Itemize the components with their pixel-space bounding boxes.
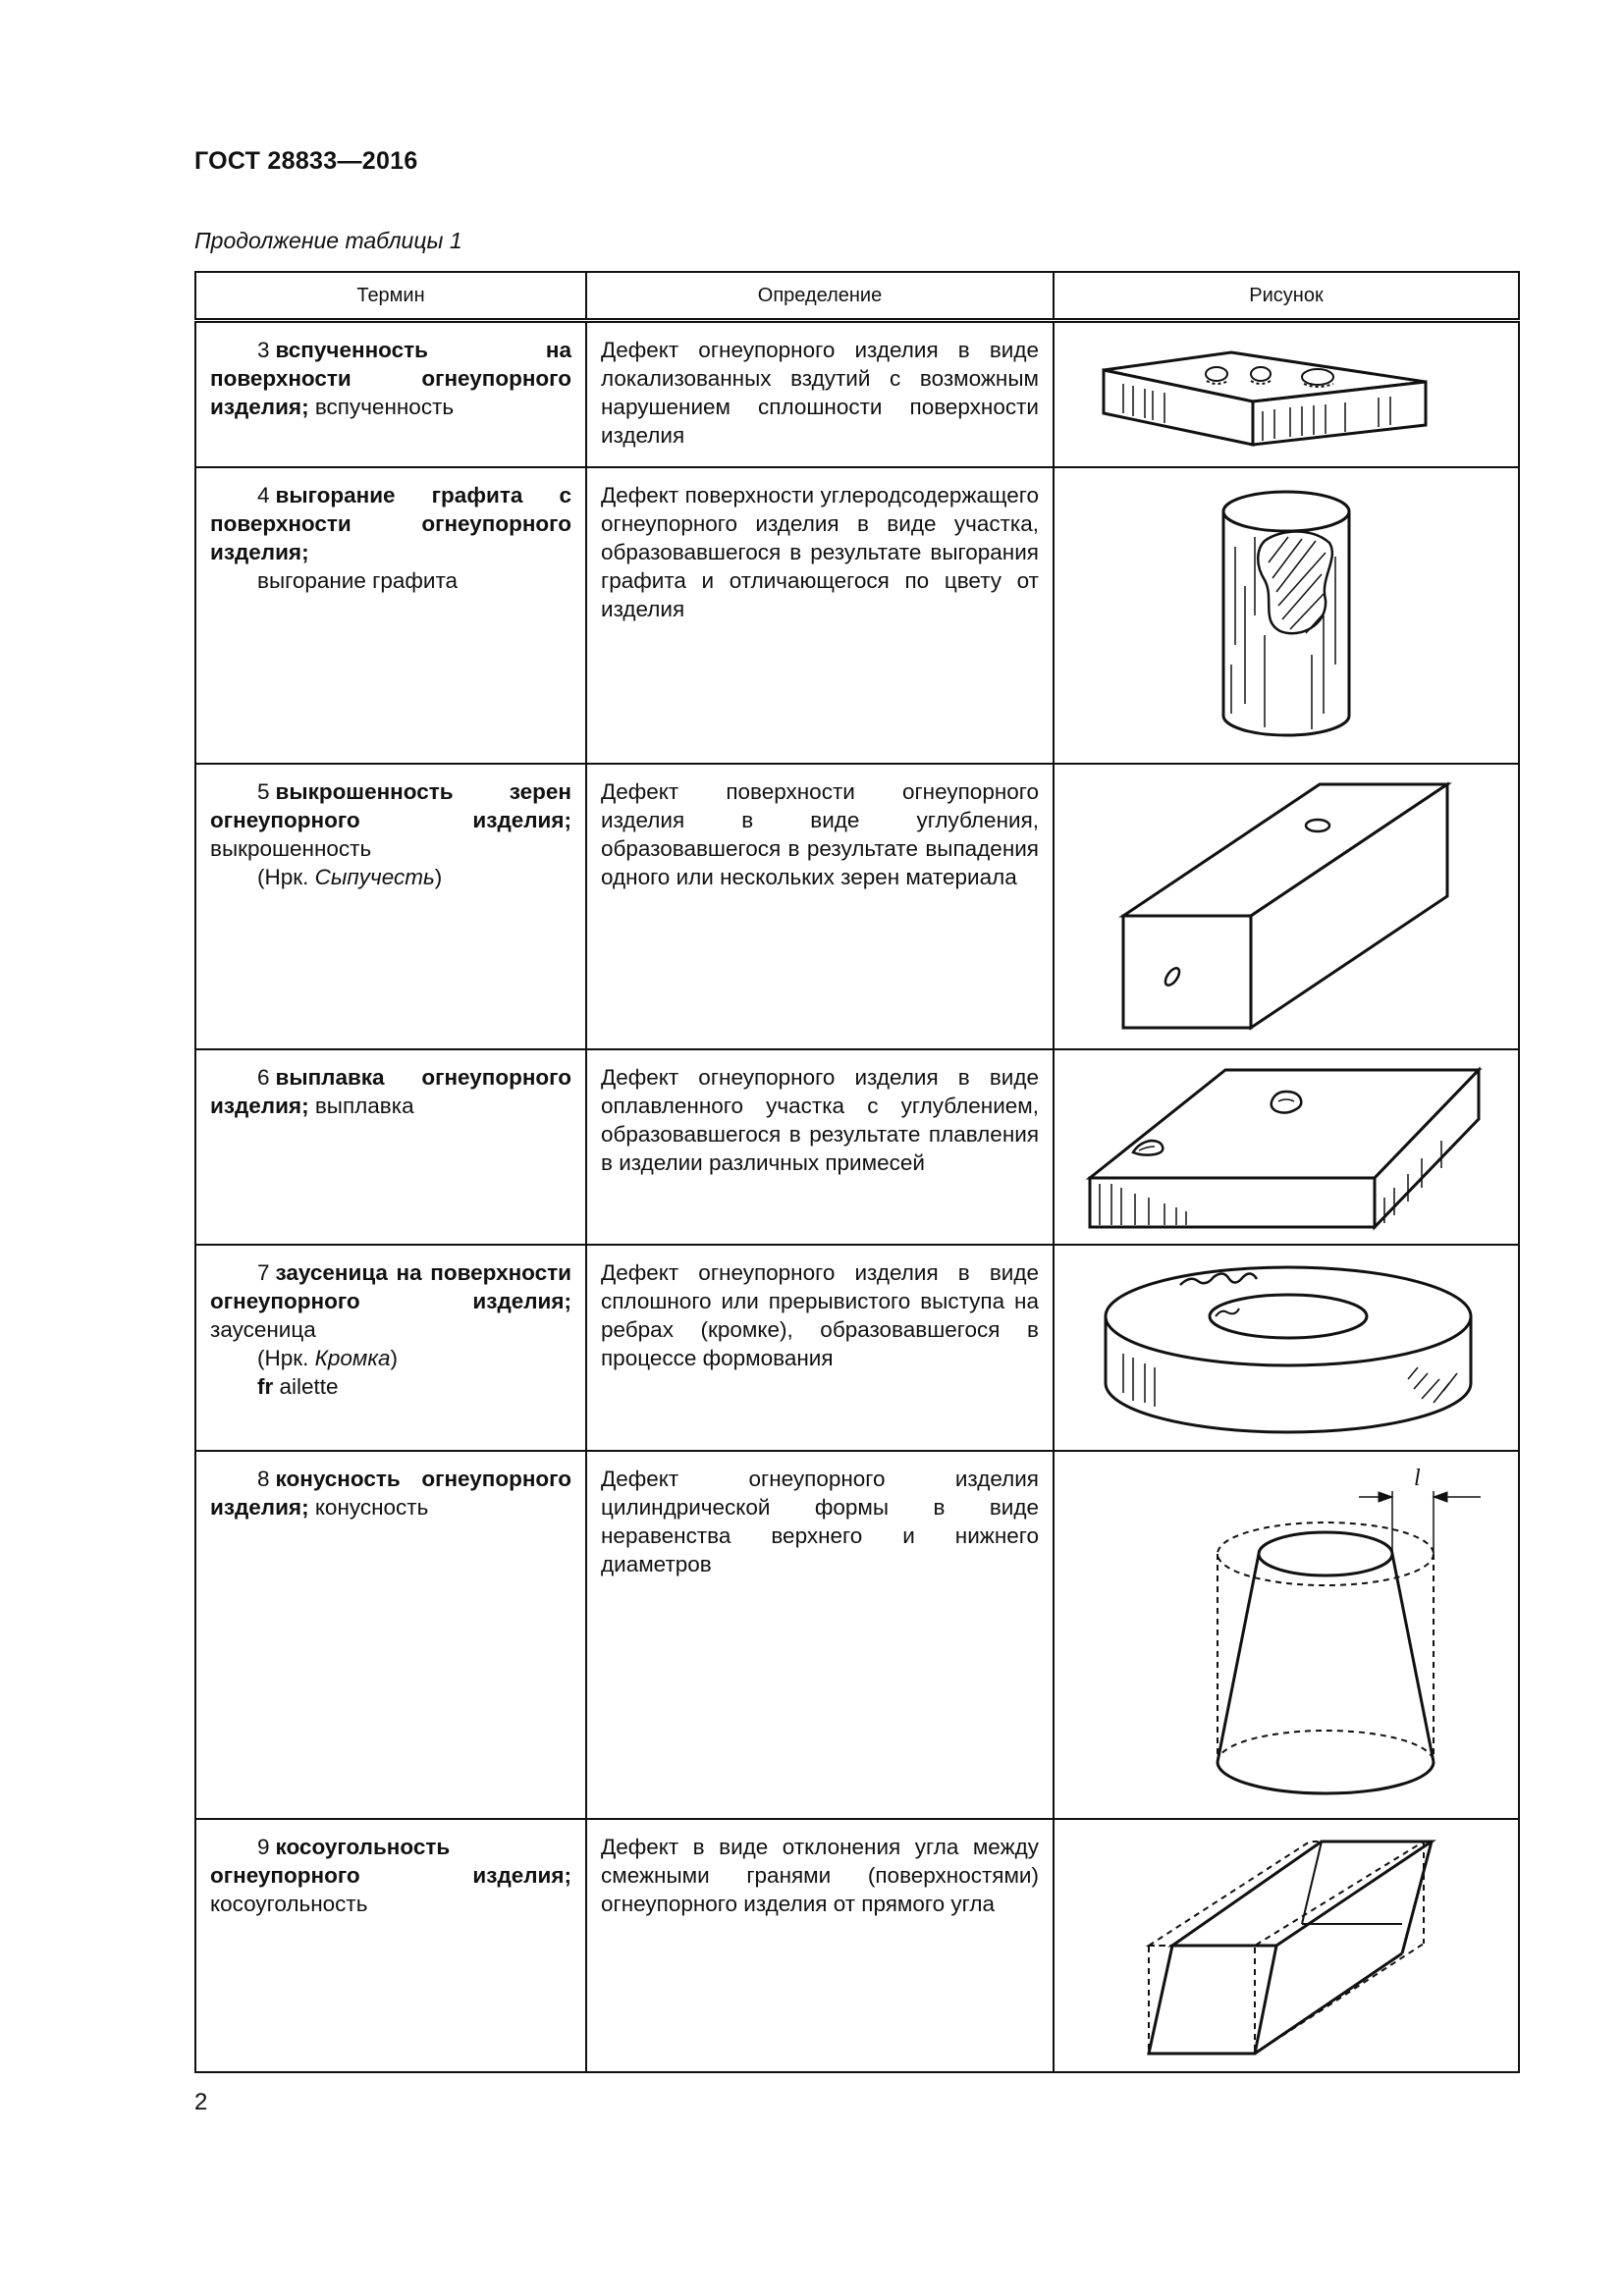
cone-taper-icon (1055, 1452, 1520, 1818)
page-number: 2 (194, 2089, 208, 2115)
column-header-definition: Определение (586, 272, 1054, 321)
table-row (195, 1245, 1519, 1451)
term-cell (195, 1819, 586, 2072)
document-header: ГОСТ 28833—2016 (194, 147, 418, 175)
note-term: Сыпучесть (314, 865, 435, 889)
table-row (195, 1049, 1519, 1245)
term-short: косоугольность (210, 1892, 368, 1916)
term-name: выгорание графита с поверхности огнеупорного изделия; (210, 483, 571, 564)
dimension-label: l (1414, 1466, 1421, 1491)
term-note (210, 863, 571, 891)
cylinder-burnout-icon (1055, 468, 1520, 763)
note-suffix: ) (390, 1346, 398, 1370)
table-caption: Продолжение таблицы 1 (194, 228, 462, 253)
term-name: выкрошенность зерен огнеупорного изделия; (210, 779, 571, 832)
term-cell (195, 321, 586, 468)
table-row (195, 764, 1519, 1049)
term-note (210, 1344, 571, 1372)
term-name: заусеница на поверхности огнеупорного изделия; (210, 1260, 571, 1313)
definition-cell: Дефект огнеупорного изделия цилиндрической формы в виде неравенства верхнего и нижнего диаметров (586, 1451, 1054, 1819)
term-cell (195, 764, 586, 1049)
term-number: 7 (257, 1260, 270, 1285)
term-short: вспученность (314, 395, 455, 419)
definition-cell: Дефект поверхности огнеупорного изделия в виде углубления, образовавшегося в результате выпадения одного или нескольких зерен материала (586, 764, 1054, 1049)
definition-cell: Дефект в виде отклонения угла между смежными гранями (поверхностями) огнеупорного изделия от прямого угла (586, 1819, 1054, 2072)
term-cell (195, 1451, 586, 1819)
term-name: вспученность на поверхности огнеупорного изделия; (210, 338, 571, 419)
note-prefix: (Нрк. (257, 865, 309, 889)
term-name: конусность огнеупорного изделия; (210, 1467, 571, 1520)
term-short: выкрошенность (210, 836, 372, 861)
term-cell (195, 1245, 586, 1451)
term-short: заусеница (210, 1317, 316, 1342)
language-code: fr (257, 1374, 274, 1399)
term-cell (195, 467, 586, 764)
definition-cell: Дефект огнеупорного изделия в виде оплавленного участка с углублением, образовавшегося в результате плавления в изделии различных примесей (586, 1049, 1054, 1245)
term-number: 4 (257, 483, 270, 507)
term-foreign (210, 1372, 571, 1401)
term-short: выплавка (314, 1094, 414, 1118)
note-term: Кромка (314, 1346, 391, 1370)
term-name: косоугольность огнеупорного изделия; (210, 1835, 571, 1888)
figure-cell (1054, 467, 1519, 764)
table-row (195, 1819, 1519, 2072)
figure-cell (1054, 1451, 1519, 1819)
column-header-term: Термин (195, 272, 586, 321)
slab-blisters-icon (1055, 323, 1520, 466)
term-number: 6 (257, 1065, 270, 1090)
foreign-term: ailette (279, 1374, 339, 1399)
ring-burr-icon (1055, 1246, 1520, 1450)
table-header-row (195, 272, 1519, 321)
figure-cell (1054, 1245, 1519, 1451)
table-row (195, 467, 1519, 764)
note-suffix: ) (434, 865, 443, 889)
figure-cell (1054, 1819, 1519, 2072)
column-header-figure: Рисунок (1054, 272, 1519, 321)
term-cell (195, 1049, 586, 1245)
definition-cell: Дефект огнеупорного изделия в виде локализованных вздутий с возможным нарушением сплошности поверхности изделия (586, 321, 1054, 468)
term-name: выплавка огнеупорного изделия; (210, 1065, 571, 1118)
term-number: 8 (257, 1467, 270, 1491)
figure-cell (1054, 1049, 1519, 1245)
term-number: 3 (257, 338, 270, 362)
definition-cell: Дефект огнеупорного изделия в виде сплошного или прерывистого выступа на ребрах (кромке), образовавшегося в процессе формования (586, 1245, 1054, 1451)
terms-table (194, 271, 1520, 2073)
bar-pits-icon (1055, 765, 1520, 1048)
term-short: конусность (314, 1495, 429, 1520)
table-row (195, 321, 1519, 468)
table-row (195, 1451, 1519, 1819)
skewed-prism-icon (1055, 1820, 1520, 2071)
term-number: 5 (257, 779, 270, 804)
term-short: выгорание графита (257, 568, 459, 593)
note-prefix: (Нрк. (257, 1346, 309, 1370)
term-number: 9 (257, 1835, 270, 1859)
definition-cell: Дефект поверхности углеродсодержащего огнеупорного изделия в виде участка, образовавшегося в результате выгорания графита и отличающегося по цвету от изделия (586, 467, 1054, 764)
plate-melt-icon (1055, 1050, 1520, 1244)
figure-cell (1054, 764, 1519, 1049)
figure-cell (1054, 321, 1519, 468)
